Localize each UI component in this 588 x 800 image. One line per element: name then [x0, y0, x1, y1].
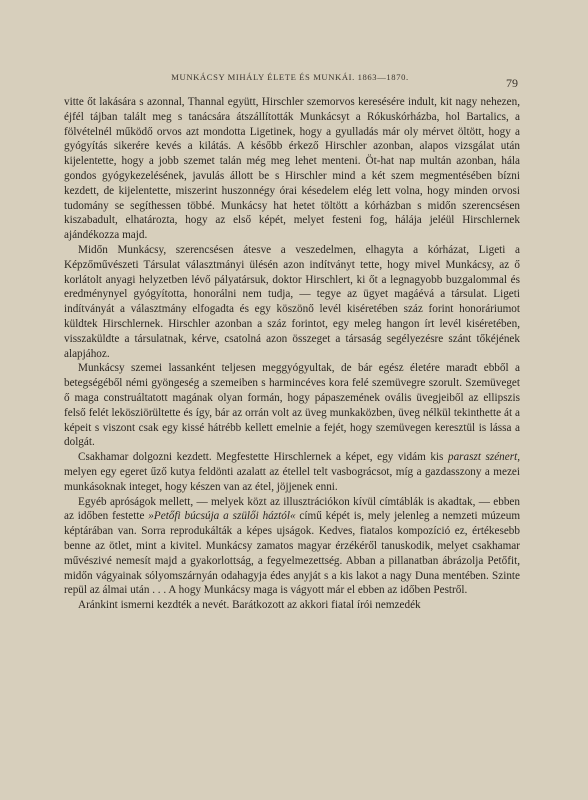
paragraph-5: [64, 495, 520, 599]
painting-title-paraszt-szenert: paraszt szénert: [447, 451, 518, 464]
paragraph-2: Midőn Munkácsy, szerencsésen átesve a veszedelmen, elhagyta a kórházat, Ligeti a Képzőművészeti Társulat választmányi ülésén azon indítványt tette, hogy mivel Munkácsy, az ő korlátolt anyagi helyzetben lévő pályatársuk, doktor Hirschlert, ki őt a legnagyobb buzgalommal és eredménynyel gyógyította, honorálni nem tudja, — tegye az ügyet magáévá a társulat. Ligeti indítványát a választmány elfogadta és egy köszönő levél kiséretében száz forint honoráriumot küldtek Hirschlernek. Hirschler azonban a száz forintot, egy meleg hangon írt levél kiséretében, visszaküldte a társulatnak, kérve, csatolná azon összeget a társaság segélyezésre szánt tőkéjének alapjához.: [64, 243, 520, 360]
paragraph-4: [64, 450, 520, 494]
paragraph-3: Munkácsy szemei lassanként teljesen meggyógyultak, de bár egész életére maradt ebből a betegségéből némi gyöngeség a szemeiben s harmincéves kora felé szemüvegre szorult. Szemüveget ő maga construáltatott magának olyan formán, hogy pápaszemének ovális üvegjeiből az ellipszis felső felét lekösziörültette és így, bár az orrán volt az üveg munkaközben, üveg nélkül tekinthette át a képeit s viszont csak egy kissé hátrébb kellett emelnie a fejét, hogy szemüvegen keresztül is lássa a dolgát.: [64, 362, 520, 449]
page-number: 79: [506, 76, 518, 90]
paragraph-4-start: Csakhamar dolgozni kezdett. Megfestette Hirschlernek a képet, egy vidám kis: [78, 451, 448, 464]
running-head: MUNKÁCSY MIHÁLY ÉLETE ÉS MUNKÁI. 1863—1870.: [171, 72, 409, 82]
paragraph-5-end: című képét is, mely jelenleg a nemzeti múzeum képtárában van. Sorra reprodukálták a képes ujságok. Kedves, fiatalos kompozíció ez, értékesebb benne az ötlet, mint a kivitel. Munkácsy zamatos magyar érzékéről tanuskodik, melyet csakhamar művészivé nemesít majd a gyakorlottság, a fegyelmezettség. Abban a pillanatban ábrázolja Petőfit, midőn vágyainak sólyomszárnyán odahagyja édes anyját s a kis lakot a nagy Duna mentében. Szinte repül az álmai után . . . A hogy Munkácsy maga is vágyott már el ebben az időben Pestről.: [64, 510, 521, 597]
body-text: [64, 95, 520, 613]
painting-title-petofi-bucsuja: »Petőfi búcsúja a szülői háztól«: [148, 510, 296, 523]
paragraph-5-start: Egyéb apróságok mellett, — melyek közt az illusztrációkon kívül címtáblák is akadtak, — ebben az időben festette: [64, 495, 520, 523]
paragraph-4-end: , melyen egy egeret űző kutya feldönti azalatt az étellel telt vasbográcsot, míg a gazdasszony a mezei munkásoknak integet, hogy készen van az étel, jöjjenek enni.: [64, 451, 520, 493]
paragraph-1: vitte őt lakására s azonnal, Thannal együtt, Hirschler szemorvos keresésére indult, kit nagy nehezen, éjfél tájban talált meg s tanácsára átszállították Munkácsyt a Rókuskórházba, hol Bartalics, a fölvételnél működő orvos azt mondotta Ligetinek, hogy a gyulladás már oly mérvet öltött, hogy a gyógyítás sikerére kevés a kilátás. A később érkező Hirschler azonban, alapos vizsgálat után kijelentette, hogy a jobb szemet talán még meg lehet menteni. Öt-hat nap multán azonban, hála gondos gyógykezelésének, javulás állott be s Hirschler mind a két szem megmentésében bízni kezdett, de kijelentette, miszerint huszonnégy órai késedelem elég lett volna, hogy minden orvosi tudomány se segíthessen többé. Munkácsy hat hetet töltött a kórházban s midőn szerencsésen kiszabadult, elhatározta, hogy az első képét, melyet festeni fog, hálája jeléül Hirschlernek ajándékozza majd.: [64, 96, 520, 242]
paragraph-6: Aránkint ismerni kezdték a nevét. Barátkozott az akkori fiatal írói nemzedék: [78, 599, 421, 612]
